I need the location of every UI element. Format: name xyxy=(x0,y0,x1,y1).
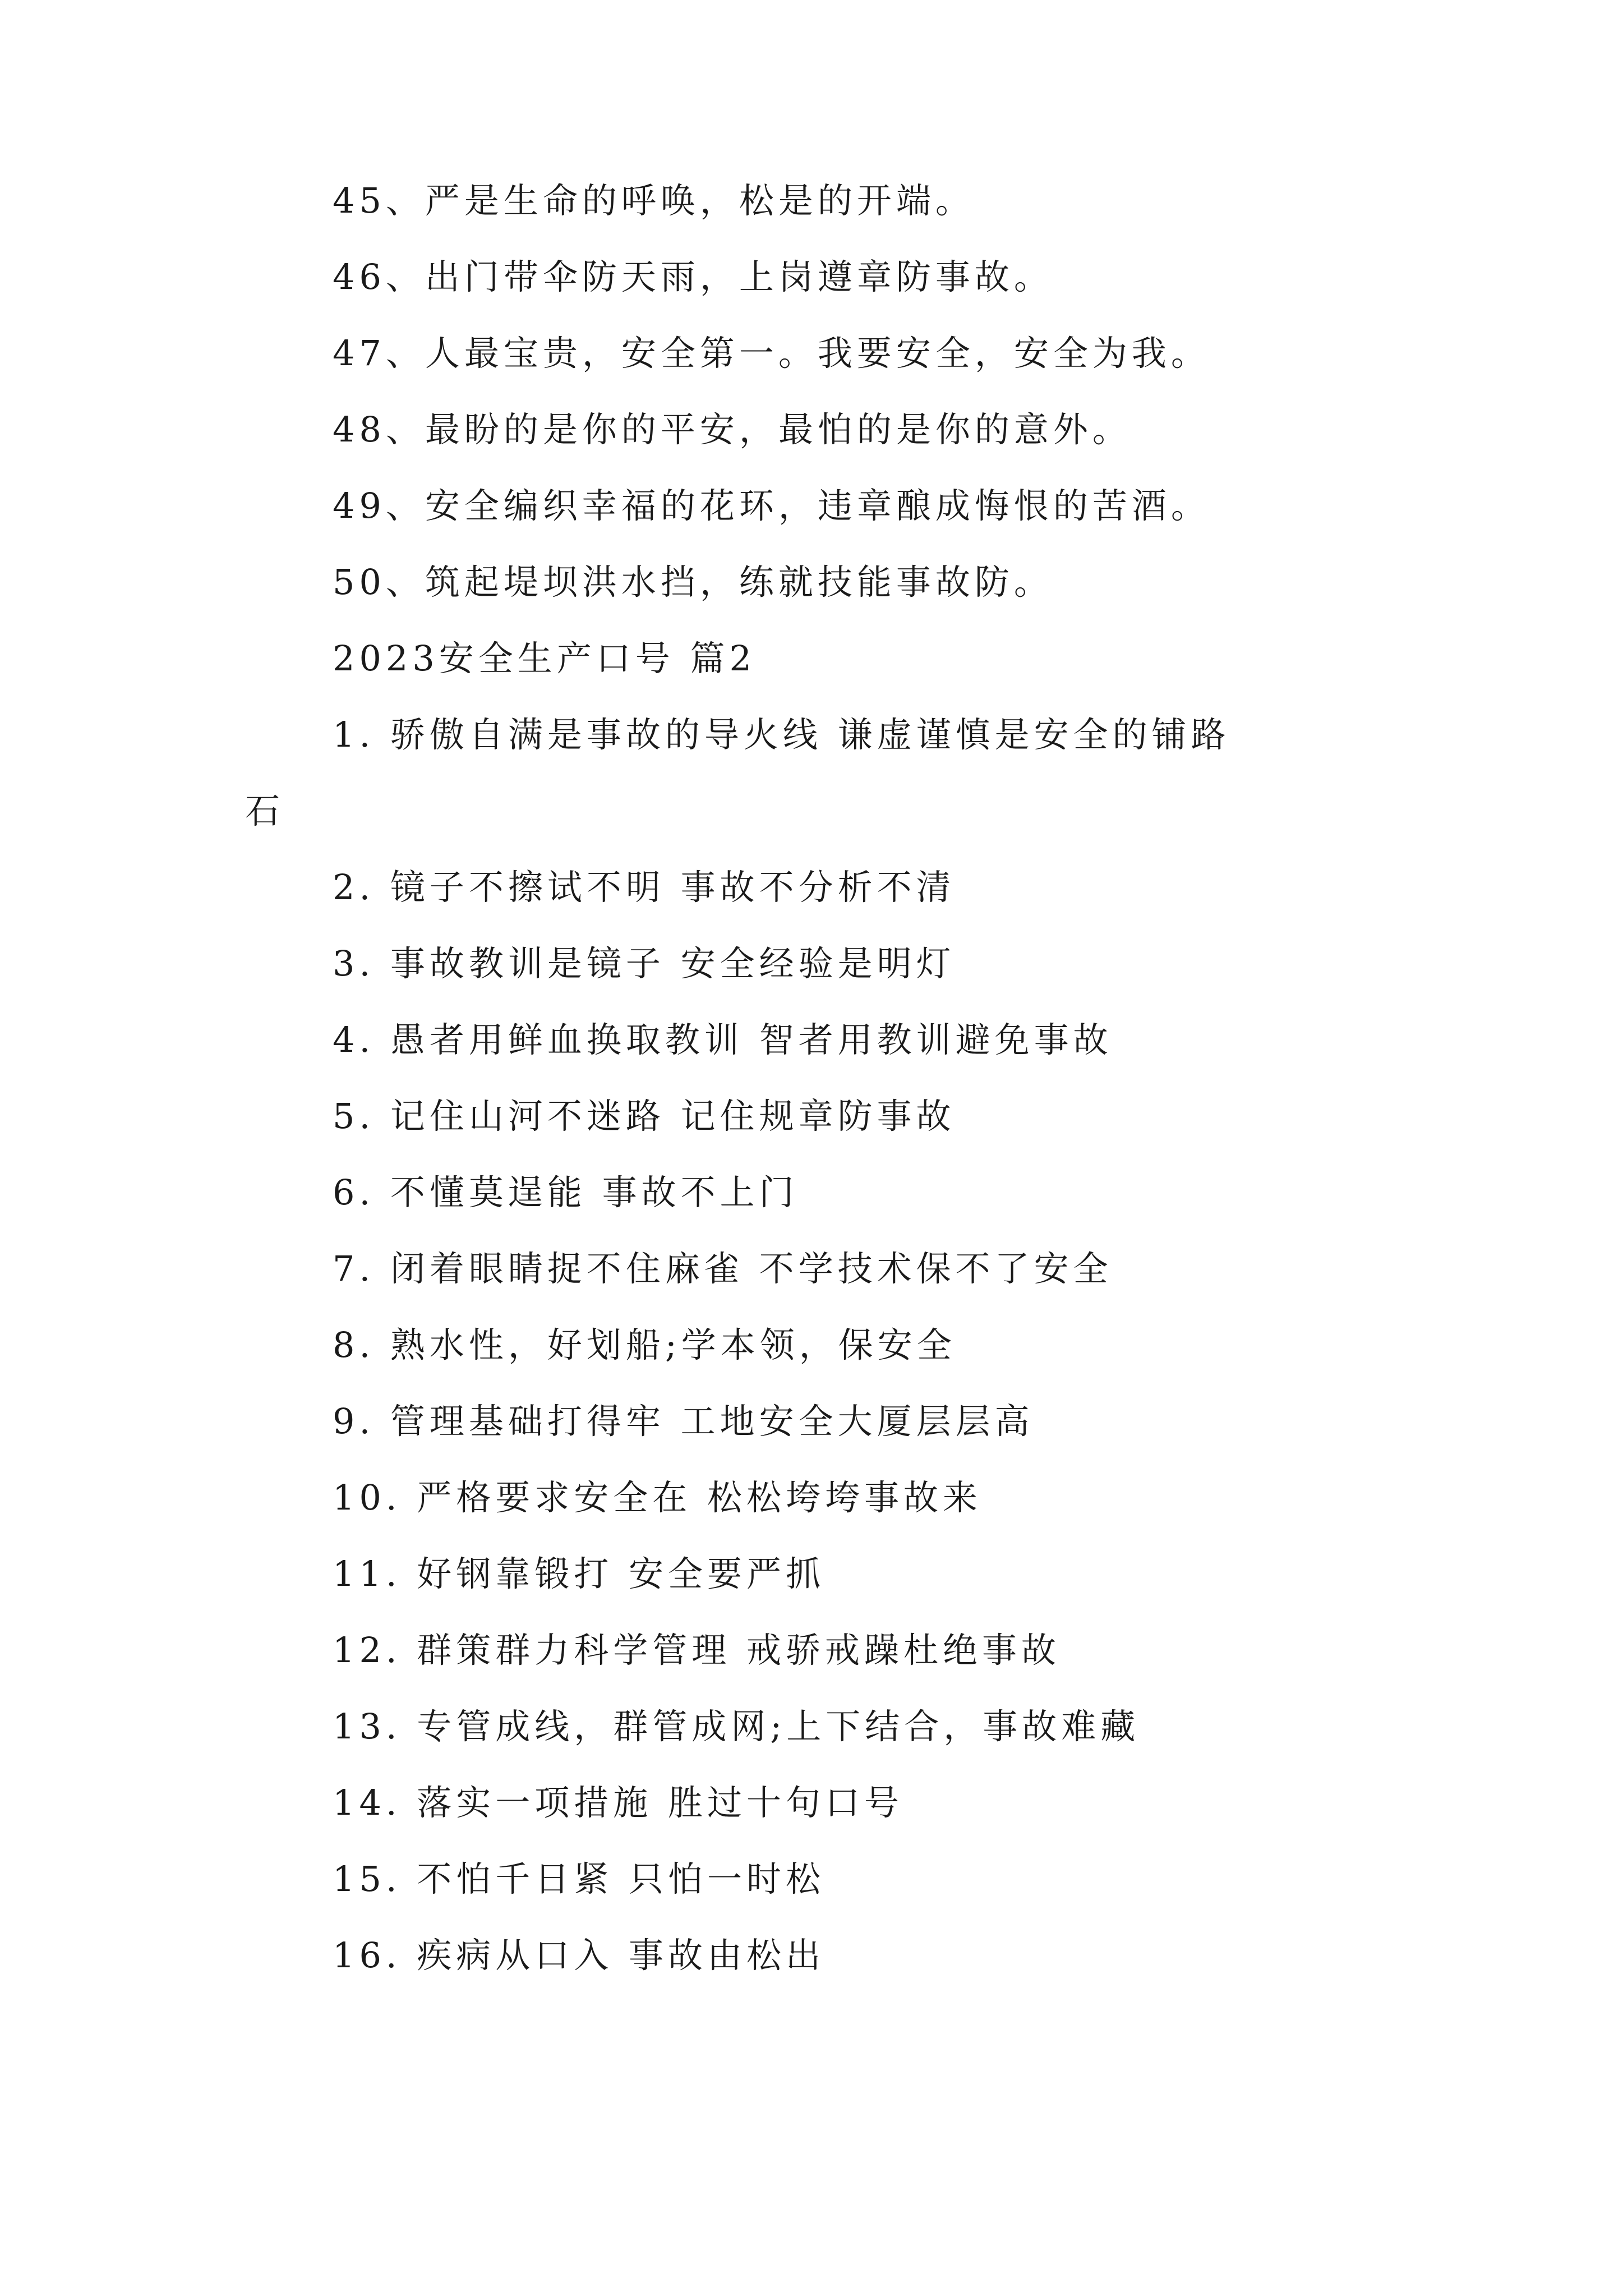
item-1-continuation: 石 xyxy=(245,790,285,831)
item-3: 3. 事故教训是镜子 安全经验是明灯 xyxy=(333,943,956,984)
item-15: 15. 不怕千日紧 只怕一时松 xyxy=(333,1858,826,1899)
slogan-48: 48、最盼的是你的平安，最怕的是你的意外。 xyxy=(333,409,1132,450)
item-16: 16. 疾病从口入 事故由松出 xyxy=(333,1935,826,1976)
item-10: 10. 严格要求安全在 松松垮垮事故来 xyxy=(333,1477,983,1518)
item-13: 13. 专管成线，群管成网;上下结合，事故难藏 xyxy=(333,1706,1140,1747)
slogan-49: 49、安全编织幸福的花环，违章酿成悔恨的苦酒。 xyxy=(333,485,1210,526)
item-14: 14. 落实一项措施 胜过十句口号 xyxy=(333,1782,904,1823)
slogan-45: 45、严是生命的呼唤，松是的开端。 xyxy=(333,180,975,221)
item-6: 6. 不懂莫逞能 事故不上门 xyxy=(333,1172,799,1213)
item-8: 8. 熟水性，好划船;学本领，保安全 xyxy=(333,1324,956,1365)
item-12: 12. 群策群力科学管理 戒骄戒躁杜绝事故 xyxy=(333,1630,1061,1671)
slogan-50: 50、筑起堤坝洪水挡，练就技能事故防。 xyxy=(333,562,1053,602)
item-11: 11. 好钢靠锻打 安全要严抓 xyxy=(333,1553,826,1594)
item-4: 4. 愚者用鲜血换取教训 智者用教训避免事故 xyxy=(333,1019,1113,1060)
item-2: 2. 镜子不擦试不明 事故不分析不清 xyxy=(333,867,956,908)
slogan-47: 47、人最宝贵，安全第一。我要安全，安全为我。 xyxy=(333,333,1210,374)
item-9: 9. 管理基础打得牢 工地安全大厦层层高 xyxy=(333,1401,1034,1442)
slogan-46: 46、出门带伞防天雨，上岗遵章防事故。 xyxy=(333,256,1053,297)
section-title: 2023安全生产口号 篇2 xyxy=(333,638,756,679)
item-7: 7. 闭着眼睛捉不住麻雀 不学技术保不了安全 xyxy=(333,1248,1113,1289)
item-5: 5. 记住山河不迷路 记住规章防事故 xyxy=(333,1096,956,1137)
item-1: 1. 骄傲自满是事故的导火线 谦虚谨慎是安全的铺路 xyxy=(333,714,1230,755)
